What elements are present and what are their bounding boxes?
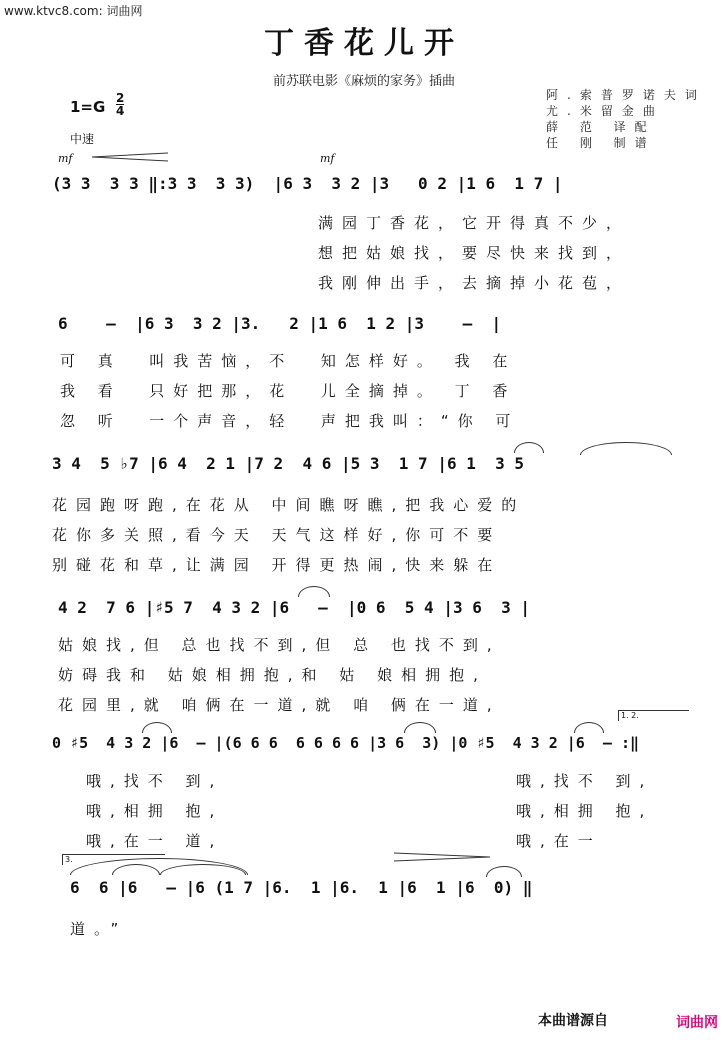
time-signature	[116, 92, 124, 117]
lyric-line: 花你多关照,看今天 天气这样好,你可不要	[52, 526, 502, 544]
song-title: 丁香花儿开	[264, 26, 464, 61]
lyric-line: 我刚伸出手，去摘掉小花苞，	[318, 274, 631, 292]
lyric-line: 别碰花和草,让满园 开得更热闹,快来躲在	[52, 556, 502, 574]
diminuendo-hairpin	[392, 852, 492, 862]
lyric-line: 可 真 叫我苦恼，不 知怎样好。 我 在	[60, 352, 517, 370]
dynamic-mark: mf	[320, 152, 335, 165]
lyric-line: 我 看 只好把那，花 儿全摘掉。 丁 香	[60, 382, 517, 400]
site-logo[interactable]: 词曲网	[676, 1015, 718, 1031]
source-note: 本曲谱源自	[538, 1013, 608, 1029]
lyric-line: 满园丁香花，它开得真不少，	[318, 214, 631, 232]
score-row	[0, 448, 728, 492]
score-notes: 6 6 |6 – |6 (1 7 |6. 1 |6. 1 |6 1 |6 0) ‖	[70, 878, 533, 897]
credit-lyricist: 阿.索普罗诺夫词	[546, 88, 706, 102]
score-row	[0, 308, 728, 352]
score-row	[0, 592, 728, 636]
lyric-line: 哦,相拥 抱,	[516, 802, 654, 820]
lyric-line: 哦,找不 到,	[86, 772, 224, 790]
lyric-line: 哦,在一	[516, 832, 602, 850]
credit-composer: 尤.米留金曲	[546, 104, 664, 118]
time-signature-bottom: 4	[116, 104, 125, 118]
lyric-line: 花园里,就 咱俩在一道,就 咱 俩在一道,	[58, 696, 501, 714]
score-notes: 3 4 5 ♭7 |6 4 2 1 |7 2 4 6 |5 3 1 7 |6 1 3 5	[52, 454, 525, 473]
lyric-line: 哦,在一 道,	[86, 832, 224, 850]
credit-notation: 任 刚 制谱	[546, 136, 656, 150]
score-notes: 6 – |6 3 3 2 |3. 2 |1 6 1 2 |3 – |	[58, 314, 502, 333]
time-signature-top: 2	[116, 91, 125, 105]
lyric-line: 道。”	[70, 920, 128, 938]
lyric-line: 花园跑呀跑,在花从 中间瞧呀瞧,把我心爱的	[52, 496, 526, 514]
score-row	[0, 168, 728, 212]
crescendo-hairpin	[90, 152, 170, 162]
lyric-line: 哦,相拥 抱,	[86, 802, 224, 820]
lyric-line: 哦,找不 到,	[516, 772, 654, 790]
score-notes: (3 3 3 3 ‖:3 3 3 3) |6 3 3 2 |3 0 2 |1 6 1 7 |	[52, 174, 563, 193]
score-notes: 4 2 7 6 |♯5 7 4 3 2 |6 – |0 6 5 4 |3 6 3 |	[58, 598, 531, 617]
volta-label: 1. 2.	[621, 711, 639, 720]
lyric-line: 想把姑娘找，要尽快来找到，	[318, 244, 631, 262]
tempo-marking: 中速	[70, 132, 95, 146]
volta-label: 3.	[65, 855, 73, 864]
volta-bracket	[618, 710, 689, 721]
dynamic-mark: mf	[58, 152, 73, 165]
score-notes: 0 ♯5 4 3 2 |6 – |(6 6 6 6 6 6 6 |3 6 3) |0 ♯5 4 3 2 |6 – :‖	[52, 734, 639, 752]
site-url: www.ktvc8.com: 词曲网	[4, 4, 143, 18]
lyric-line: 姑娘找,但 总也找不到,但 总 也找不到,	[58, 636, 501, 654]
key-signature: 1=G	[70, 98, 106, 116]
song-subtitle: 前苏联电影《麻烦的家务》插曲	[272, 74, 455, 89]
score-row	[0, 872, 728, 916]
lyric-line: 忽 听 一个声音，轻 声把我叫：“你 可	[60, 412, 520, 430]
score-row	[0, 728, 728, 772]
credit-translator: 薛 范 译配	[546, 120, 656, 134]
lyric-line: 妨碍我和 姑娘相拥抱,和 姑 娘相拥抱,	[58, 666, 487, 684]
